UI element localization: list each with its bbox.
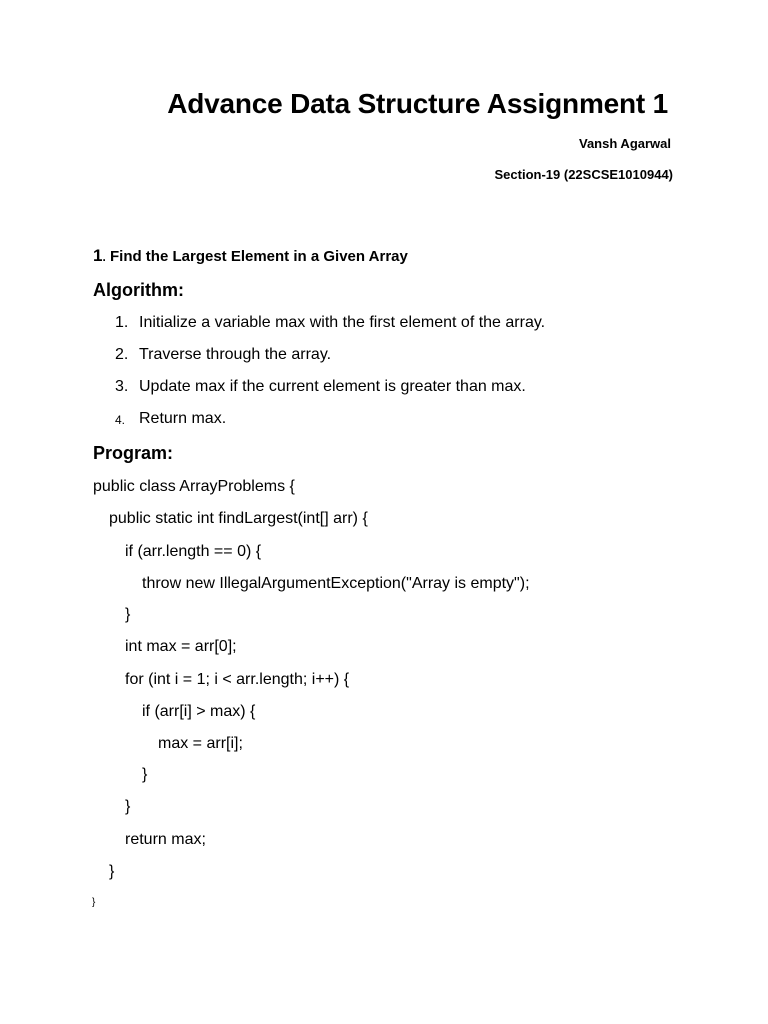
step-number: 3. bbox=[115, 378, 129, 395]
section-info: Section-19 (22SCSE1010944) bbox=[494, 167, 673, 182]
code-line: int max = arr[0]; bbox=[125, 638, 237, 655]
question-heading bbox=[93, 246, 408, 266]
step-number: 1. bbox=[115, 314, 129, 331]
code-line: } bbox=[142, 766, 148, 783]
code-line: for (int i = 1; i < arr.length; i++) { bbox=[125, 671, 350, 688]
question-separator: . bbox=[102, 250, 106, 264]
code-line: if (arr.length == 0) { bbox=[125, 543, 262, 560]
code-line: } bbox=[109, 863, 115, 880]
question-number: 1 bbox=[93, 246, 103, 265]
code-line: return max; bbox=[125, 831, 206, 848]
algorithm-heading: Algorithm: bbox=[93, 280, 184, 300]
code-line: public static int findLargest(int[] arr) { bbox=[109, 510, 368, 527]
program-heading: Program: bbox=[93, 443, 174, 463]
step-text: Return max. bbox=[139, 410, 227, 427]
step-text: Traverse through the array. bbox=[139, 346, 332, 363]
code-line: max = arr[i]; bbox=[158, 735, 243, 752]
code-line: if (arr[i] > max) { bbox=[142, 703, 256, 720]
step-text: Initialize a variable max with the first element of the array. bbox=[139, 314, 546, 331]
code-line: } bbox=[125, 798, 131, 815]
step-text: Update max if the current element is greater than max. bbox=[139, 378, 526, 395]
code-line: throw new IllegalArgumentException("Array is empty"); bbox=[142, 575, 530, 592]
code-line: } bbox=[125, 606, 131, 623]
document-title: Advance Data Structure Assignment 1 bbox=[167, 88, 668, 119]
question-text: Find the Largest Element in a Given Array bbox=[109, 248, 408, 265]
step-number: 4. bbox=[115, 413, 126, 427]
author-name: Vansh Agarwal bbox=[579, 136, 671, 151]
code-line: public class ArrayProblems { bbox=[93, 478, 295, 495]
step-number: 2. bbox=[115, 346, 129, 363]
code-line: } bbox=[92, 897, 96, 908]
